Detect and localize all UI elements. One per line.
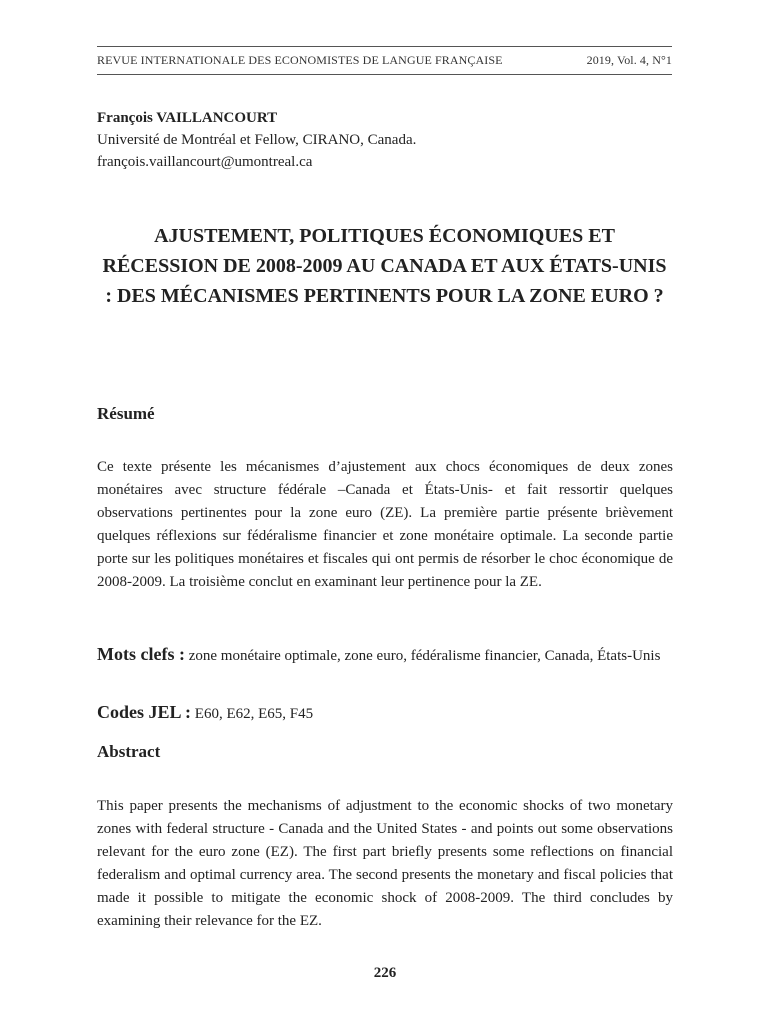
keywords-text: zone monétaire optimale, zone euro, fédéralisme financier, Canada, États-Unis <box>188 648 661 664</box>
resume-text: Ce texte présente les mécanismes d’ajustement aux chocs économiques de deux zones monétaires avec structure fédérale –Canada et États-Unis- et fait ressortir quelques observations pertinentes pour la zone euro (ZE). La première partie présente brièvement quelques réflexions sur fédéralisme financier et zone monétaire optimale. La seconde partie porte sur les politiques monétaires et fiscales qui ont permis de résorber le choc économique de 2008-2009. La troisième conclut en examinant leur pertinence pour la ZE. <box>97 459 673 590</box>
author-affiliation: Université de Montréal et Fellow, CIRANO, Canada. <box>97 132 417 148</box>
header-top-rule <box>97 46 672 47</box>
jel-label: Codes JEL : <box>97 702 192 722</box>
abstract-heading: Abstract <box>97 742 161 761</box>
resume-heading: Résumé <box>97 404 155 423</box>
keywords-line <box>97 643 673 668</box>
keywords-label: Mots clefs : <box>97 644 185 664</box>
running-head <box>97 53 672 68</box>
author-email: françois.vaillancourt@umontreal.ca <box>97 154 313 170</box>
author-name: François VAILLANCOURT <box>97 110 278 126</box>
journal-name: REVUE INTERNATIONALE DES ECONOMISTES DE LANGUE FRANÇAISE <box>97 53 503 67</box>
article-title: AJUSTEMENT, POLITIQUES ÉCONOMIQUES ET RÉCESSION DE 2008-2009 AU CANADA ET AUX ÉTATS-UNIS : DES MÉCANISMES PERTINENTS POUR LA ZONE EURO ? <box>102 225 667 307</box>
header-bottom-rule <box>97 74 672 75</box>
author-block <box>97 107 672 173</box>
page-number: 226 <box>373 965 397 981</box>
abstract-text: This paper presents the mechanisms of adjustment to the economic shocks of two monetary zones with federal structure - Canada and the United States - and points out some observations relevant for the euro zone (EZ). The first part briefly presents some reflections on financial federalism and optimal currency area. The second presents the monetary and fiscal policies that made it possible to mitigate the economic shock of 2008-2009. The third concludes by examining their relevance for the EZ. <box>97 798 673 929</box>
jel-text: E60, E62, E65, F45 <box>194 706 314 722</box>
jel-codes-line <box>97 701 673 726</box>
issue-info: 2019, Vol. 4, N°1 <box>586 53 672 67</box>
